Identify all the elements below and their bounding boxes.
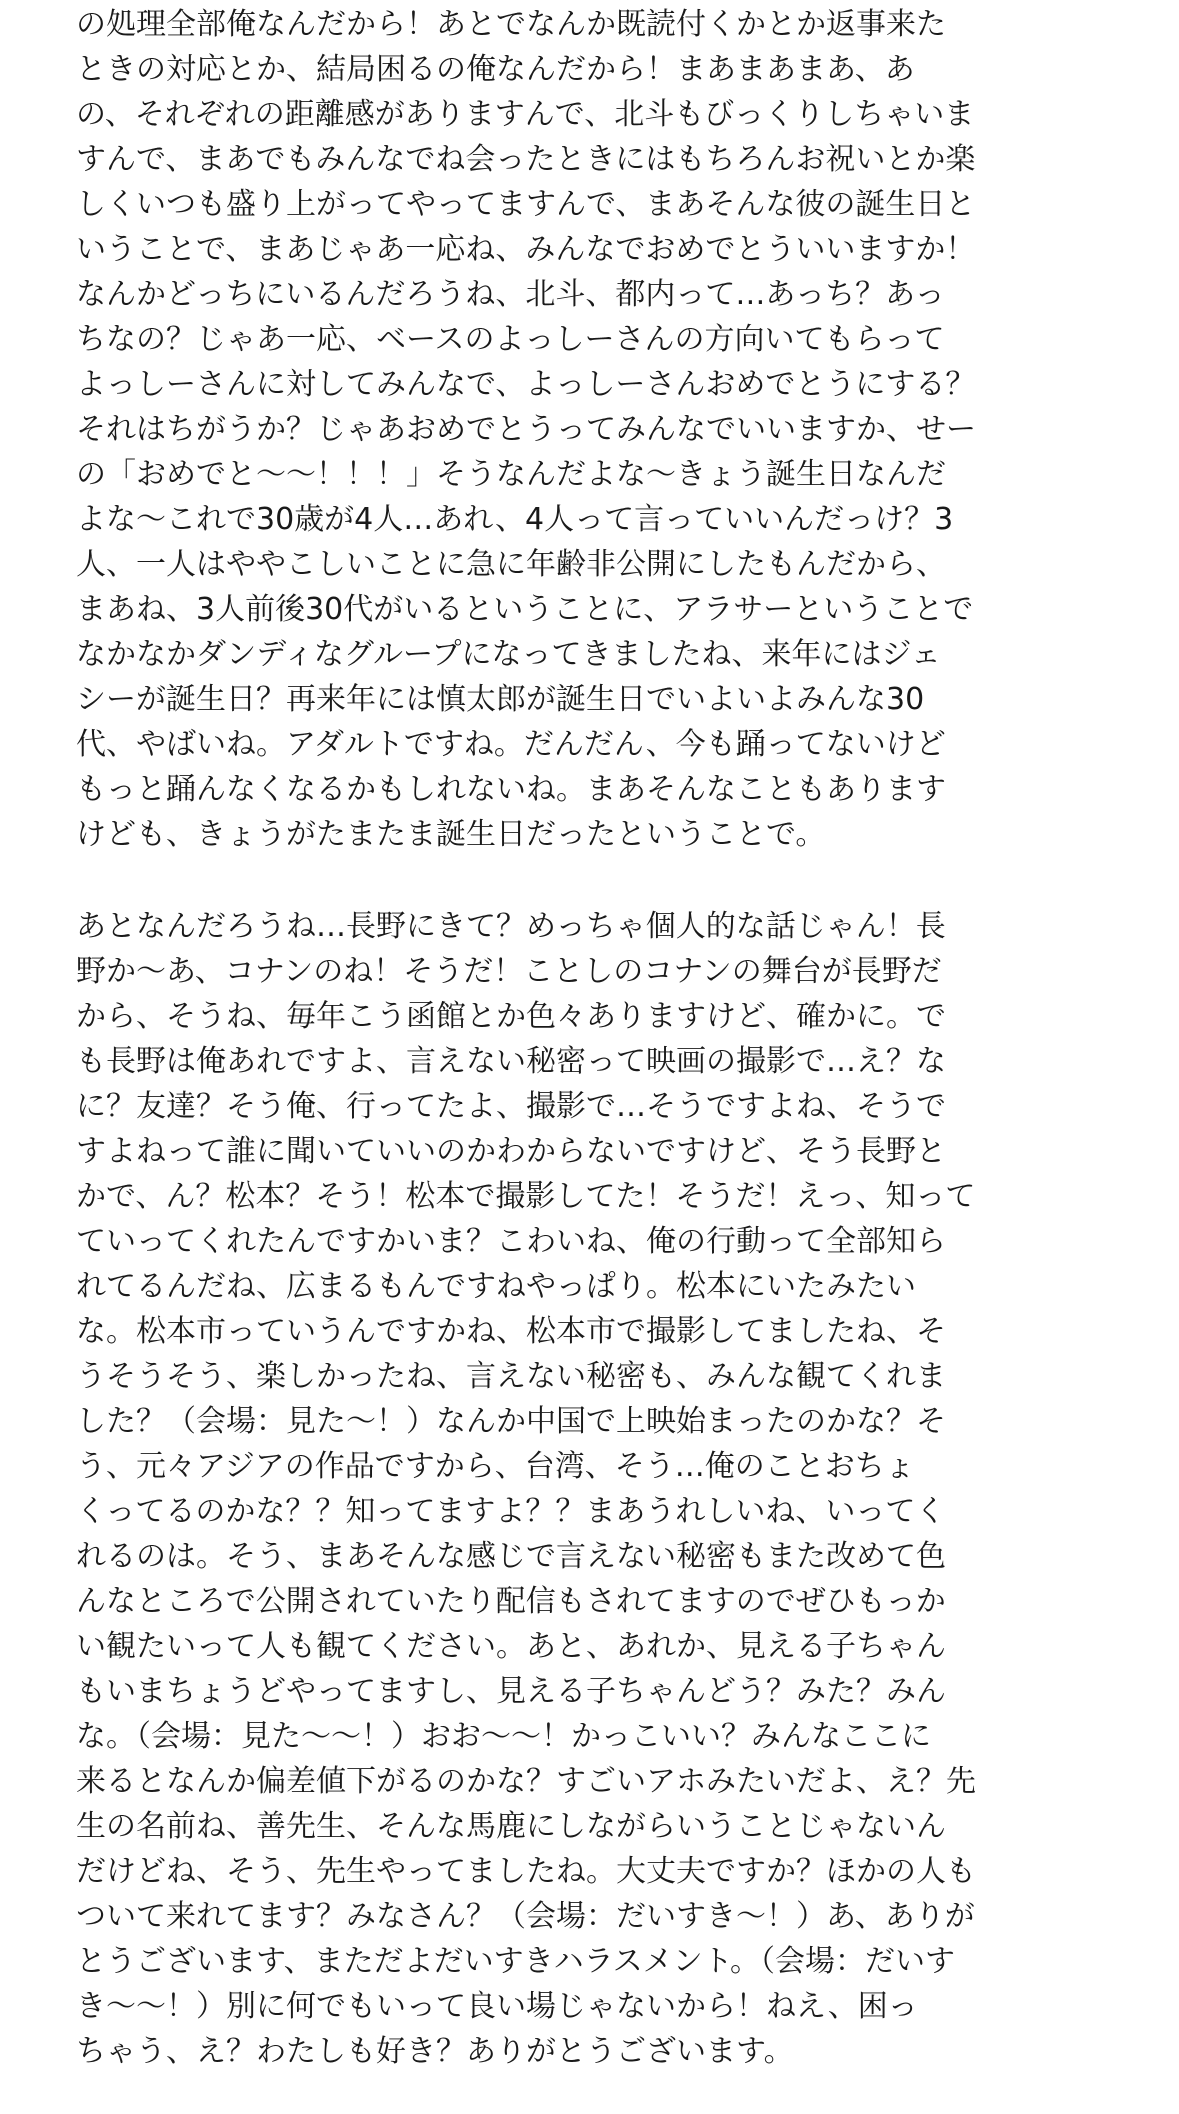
text-line: シーが誕生日？再来年には慎太郎が誕生日でいよいよみんな30 xyxy=(76,682,925,717)
text-line: うそうそう、楽しかったね、言えない秘密も、みんな観てくれま xyxy=(76,1359,946,1394)
text-line: の「おめでと〜〜！！！」そうなんだよな〜きょう誕生日なんだ xyxy=(76,457,946,492)
text-line: なんかどっちにいるんだろうね、北斗、都内って…あっち？あっ xyxy=(76,277,945,312)
text-line: ちなの？じゃあ一応、ベースのよっしーさんの方向いてもらって xyxy=(76,322,945,357)
text-line: い観たいって人も観てください。あと、あれか、見える子ちゃん xyxy=(76,1629,946,1664)
text-line: な。（会場：見た〜〜！）おお〜〜！かっこいい？みんなここに xyxy=(76,1719,931,1754)
text-line: なかなかダンディなグループになってきましたね、来年にはジェ xyxy=(76,637,941,672)
text-line: れてるんだね、広まるもんですねやっぱり。松本にいたみたい xyxy=(76,1269,916,1304)
text-line: すよねって誰に聞いていいのかわからないですけど、そう長野と xyxy=(76,1134,946,1169)
text-line: 来るとなんか偏差値下がるのかな？すごいアホみたいだよ、え？先 xyxy=(76,1764,976,1799)
text-line: よな〜これで30歳が4人…あれ、4人って言っていいんだっけ？3 xyxy=(76,502,954,537)
text-line: から、そうね、毎年こう函館とか色々ありますけど、確かに。で xyxy=(76,999,946,1034)
text-line: ときの対応とか、結局困るの俺なんだから！まあまあまあ、あ xyxy=(76,52,915,87)
text-line: しくいつも盛り上がってやってますんで、まあそんな彼の誕生日と xyxy=(76,187,976,222)
text-line: よっしーさんに対してみんなで、よっしーさんおめでとうにする？ xyxy=(76,367,976,402)
text-line: 野か〜あ、コナンのね！そうだ！ことしのコナンの舞台が長野だ xyxy=(76,954,942,989)
text-line: それはちがうか？じゃあおめでとうってみんなでいいますか、せー xyxy=(76,412,976,447)
text-line: とうございます、まただよだいすきハラスメント。（会場：だいす xyxy=(76,1944,955,1979)
transcript-paragraph-2 xyxy=(76,904,1116,2074)
text-line: まあね、3人前後30代がいるということに、アラサーということで xyxy=(76,592,974,627)
text-line: 人、一人はややこしいことに急に年齢非公開にしたもんだから、 xyxy=(76,547,946,582)
text-line: すんで、まあでもみんなでね会ったときにはもちろんお祝いとか楽 xyxy=(76,142,976,177)
text-line: に？友達？そう俺、行ってたよ、撮影で…そうですよね、そうで xyxy=(76,1089,946,1124)
text-line: の処理全部俺なんだから！あとでなんか既読付くかとか返事来た xyxy=(76,7,946,42)
text-line: した？（会場：見た〜！）なんか中国で上映始まったのかな？そ xyxy=(76,1404,946,1439)
text-line: だけどね、そう、先生やってましたね。大丈夫ですか？ほかの人も xyxy=(76,1854,976,1889)
transcript-paragraph-1 xyxy=(76,2,1116,857)
text-line: な。松本市っていうんですかね、松本市で撮影してましたね、そ xyxy=(76,1314,946,1349)
text-line: くってるのかな？？知ってますよ？？まあうれしいね、いってく xyxy=(76,1494,946,1529)
text-line: も長野は俺あれですよ、言えない秘密って映画の撮影で…え？な xyxy=(76,1044,946,1079)
text-line: もいまちょうどやってますし、見える子ちゃんどう？みた？みん xyxy=(76,1674,946,1709)
text-line: んなところで公開されていたり配信もされてますのでぜひもっか xyxy=(76,1584,946,1619)
text-line: ちゃう、え？わたしも好き？ありがとうございます。 xyxy=(76,2034,794,2069)
text-line: き〜〜！）別に何でもいって良い場じゃないから！ねえ、困っ xyxy=(76,1989,918,2024)
text-line: 代、やばいね。アダルトですね。だんだん、今も踊ってないけど xyxy=(76,727,946,762)
text-line: けども、きょうがたまたま誕生日だったということで。 xyxy=(76,817,826,852)
text-line: の、それぞれの距離感がありますんで、北斗もびっくりしちゃいま xyxy=(76,97,975,132)
text-line: ついて来れてます？みなさん？（会場：だいすき〜！）あ、ありが xyxy=(76,1899,975,1934)
text-line: いうことで、まあじゃあ一応ね、みんなでおめでとういいますか！ xyxy=(76,232,976,267)
text-line: もっと踊んなくなるかもしれないね。まあそんなこともあります xyxy=(76,772,946,807)
text-line: 生の名前ね、善先生、そんな馬鹿にしながらいうことじゃないん xyxy=(76,1809,946,1844)
text-line: かで、ん？松本？そう！松本で撮影してた！そうだ！えっ、知って xyxy=(76,1179,976,1214)
text-line: う、元々アジアの作品ですから、台湾、そう…俺のことおちょ xyxy=(76,1449,915,1484)
text-line: あとなんだろうね…長野にきて？めっちゃ個人的な話じゃん！長 xyxy=(76,909,946,944)
text-line: ていってくれたんですかいま？こわいね、俺の行動って全部知ら xyxy=(76,1224,946,1259)
text-line: れるのは。そう、まあそんな感じで言えない秘密もまた改めて色 xyxy=(76,1539,946,1574)
